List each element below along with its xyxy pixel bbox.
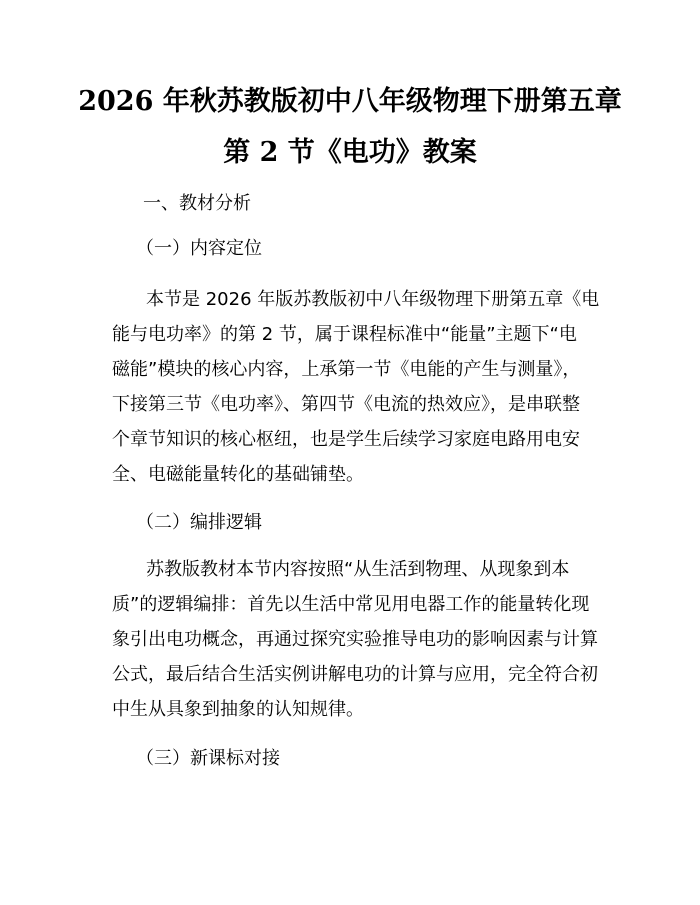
paragraph-line: 中生从具象到抽象的认知规律。 [112,699,364,720]
paragraph-layout-logic [112,552,598,727]
paragraph-line: 全、电磁能量转化的基础铺垫。 [112,464,364,485]
paragraph-line: 苏教版教材本节内容按照“从生活到物理、从现象到本 [146,559,570,580]
paragraph-line: 磁能”模块的核心内容，上承第一节《电能的产生与测量》， [112,359,581,380]
paragraph-line: 本节是 2026 年版苏教版初中八年级物理下册第五章《电 [146,289,600,310]
section-heading-textbook-analysis: 一、教材分析 [143,193,251,214]
subsection-heading-new-curriculum: （三）新课标对接 [136,748,280,769]
paragraph-content-positioning [112,282,600,492]
paragraph-line: 公式，最后结合生活实例讲解电功的计算与应用，完全符合初 [112,664,598,685]
document-title-line-2: 第 2 节《电功》教案 [223,137,477,168]
paragraph-line: 质”的逻辑编排：首先以生活中常见用电器工作的能量转化现 [112,594,590,615]
paragraph-line: 象引出电功概念，再通过探究实验推导电功的影响因素与计算 [112,629,598,650]
paragraph-line: 能与电功率》的第 2 节，属于课程标准中“能量”主题下“电 [112,324,577,345]
document-title-line-1: 2026 年秋苏教版初中八年级物理下册第五章 [78,86,622,117]
paragraph-line: 个章节知识的核心枢纽，也是学生后续学习家庭电路用电安 [112,429,580,450]
paragraph-line: 下接第三节《电功率》、第四节《电流的热效应》，是串联整 [112,394,580,415]
subsection-heading-layout-logic: （二）编排逻辑 [136,512,262,533]
subsection-heading-content-positioning: （一）内容定位 [136,238,262,259]
